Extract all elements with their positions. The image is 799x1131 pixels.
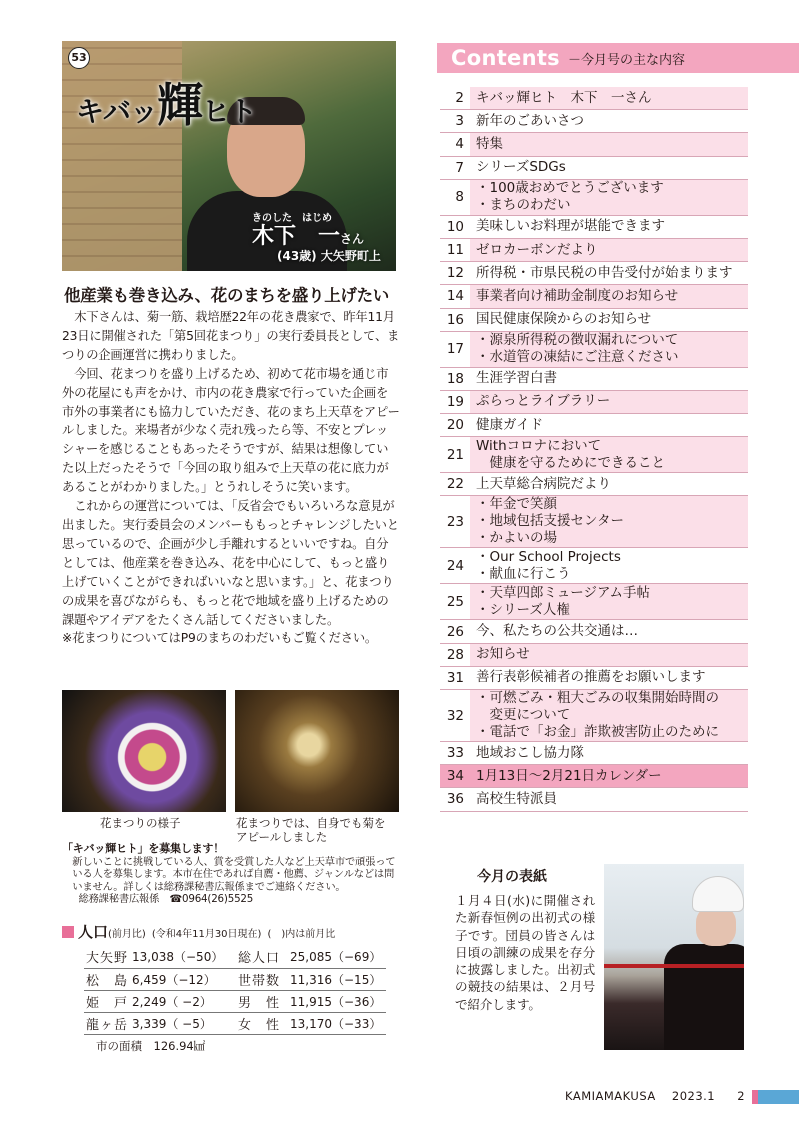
magazine-name: KAMIAMAKUSA [565, 1089, 656, 1103]
toc-item [440, 788, 748, 811]
toc-item [440, 584, 748, 620]
toc-page-number: 10 [446, 218, 464, 235]
festival-photo [62, 690, 226, 812]
toc-title-line: 地域おこし協力隊 [476, 744, 584, 761]
toc-item [440, 239, 748, 262]
toc-title-line: 健康ガイド [476, 416, 544, 433]
toc-item [440, 216, 748, 239]
profile-photo [62, 41, 396, 271]
article-paragraph: 木下さんは、菊一筋、栽培歴22年の花き農家で、昨年11月23日に開催された「第5回花まつり」の実行委員長として、まつりの企画運営に携わりました。 [62, 310, 400, 362]
toc-title [470, 157, 748, 179]
toc-page-number: 28 [446, 646, 464, 663]
toc-title-line: 健康を守るためにできること [476, 454, 665, 471]
toc-title-line: 変更について [476, 707, 571, 723]
toc-item [440, 644, 748, 667]
toc-page-number: 19 [446, 393, 464, 410]
toc-item [440, 667, 748, 690]
toc-title-line: お知らせ [476, 646, 530, 663]
toc-title [470, 667, 748, 689]
toc-title [470, 742, 748, 764]
toc-title [470, 239, 748, 261]
toc-item [440, 548, 748, 584]
population-table [84, 946, 386, 1035]
toc-page-number: 20 [446, 417, 464, 434]
person-name: 木下 一さん [252, 224, 365, 249]
table-row: 大矢野 13,038（−50） 総人口 25,085（−69） [84, 946, 386, 968]
toc-item [440, 765, 748, 788]
footer-bar [758, 1090, 799, 1104]
toc-item [440, 368, 748, 391]
cover-photo [604, 864, 744, 1050]
toc-title-line: 事業者向け補助金制度のお知らせ [476, 287, 679, 304]
toc-title [470, 765, 748, 787]
toc-item [440, 473, 748, 496]
toc-title [470, 309, 748, 331]
table-row: 龍ヶ岳 3,339（ −5） 女 性 13,170（−33） [84, 1012, 386, 1034]
recruit-title: 「キバッ輝ヒト」を募集します！ [62, 842, 224, 855]
toc-title-line: ぷらっとライブラリー [476, 393, 611, 410]
toc-title-line: ・まちのわだい [476, 197, 571, 214]
toc-title-line: ・献血に行こう [476, 565, 571, 582]
toc-title-line: ・水道管の凍結にご注意ください [476, 349, 679, 366]
toc-title-line: 今、私たちの公共交通は… [476, 623, 638, 640]
toc-page-number: 8 [455, 189, 464, 206]
toc-page-number: 36 [446, 791, 464, 808]
toc-page-number: 2 [455, 90, 464, 107]
toc-item [440, 157, 748, 180]
toc-title-line: ・地域包括支援センター [476, 513, 624, 530]
toc-title [470, 332, 748, 367]
toc-page-number: 34 [440, 765, 470, 787]
toc-item [440, 309, 748, 332]
toc-title [470, 285, 748, 307]
toc-page-number: 12 [446, 265, 464, 282]
article-headline: 他産業も巻き込み、花のまちを盛り上げたい [64, 286, 389, 305]
toc-item [440, 414, 748, 437]
toc-title [470, 584, 748, 619]
toc-page-number: 25 [446, 593, 464, 610]
toc-page-number: 18 [446, 370, 464, 387]
toc-item [440, 110, 748, 133]
population-box [62, 921, 402, 1035]
toc-title [470, 473, 748, 495]
contents-header [437, 43, 799, 73]
toc-title-line: ・かよいの場 [476, 530, 557, 547]
toc-item [440, 391, 748, 414]
toc-title [470, 644, 748, 666]
cover-description: １月４日(水)に開催された新春恒例の出初式の様子です。団員の皆さんは日頃の訓練の成果を存分に披露しました。出初式の競技の結果は、２月号で紹介します。 [455, 893, 595, 1012]
toc-page-number: 16 [446, 311, 464, 328]
article-body [62, 308, 400, 648]
toc-title-line: キバッ輝ヒト 木下 一さん [476, 89, 652, 106]
recruit-body: 新しいことに挑戦している人、賞を受賞した人など上天草市で頑張っている人を募集します。本市在住であれば自薦・他薦、ジャンルなどは問いません。詳しくは総務課秘書広報係までご連絡ください。 [72, 855, 396, 893]
toc-title-line: 美味しいお料理が堪能できます [476, 218, 665, 235]
toc-title [470, 548, 748, 583]
toc-item [440, 496, 748, 548]
toc-title-line: 高校生特派員 [476, 790, 557, 807]
toc-item [440, 285, 748, 308]
toc-title [470, 391, 748, 413]
square-icon [62, 926, 74, 938]
toc-title [470, 437, 748, 472]
toc-title-line: 国民健康保険からのお知らせ [476, 311, 652, 328]
toc-title [470, 620, 748, 642]
cover-title: 今月の表紙 [477, 869, 547, 885]
person-caption: (43歳) 大矢野町上 [277, 249, 381, 263]
name-ruby: きのした はじめ [252, 213, 332, 224]
toc-title [470, 180, 748, 215]
toc-item [440, 437, 748, 473]
toc-title-line: Withコロナにおいて [476, 437, 602, 454]
toc-title-line: ・可燃ごみ・粗大ごみの収集開始時間の [476, 690, 719, 706]
page-footer [565, 1088, 745, 1104]
toc-item [440, 690, 748, 742]
toc-title-line: ・シリーズ人権 [476, 601, 570, 618]
toc-page-number: 11 [446, 242, 464, 259]
toc-title-line: 上天草総合病院だより [476, 475, 611, 492]
toc-title [470, 690, 748, 741]
toc-title-line: ・源泉所得税の徴収漏れについて [476, 332, 679, 349]
toc-title [470, 496, 748, 547]
toc-title-line: ゼロカーボンだより [476, 241, 598, 258]
page-number: 2 [737, 1089, 746, 1103]
helmet-icon [692, 876, 744, 912]
toc-item [440, 133, 748, 156]
toc-title-line: ・天草四郎ミュージアム手帖 [476, 584, 651, 601]
toc-item [440, 87, 748, 110]
toc-page-number: 33 [446, 745, 464, 762]
toc-page-number: 31 [446, 669, 464, 686]
toc-title [470, 262, 748, 284]
toc-item [440, 742, 748, 765]
toc-title [470, 216, 748, 238]
series-title: キバッ輝ヒト [76, 78, 257, 132]
article-paragraph: これからの運営については、「反省会でもいろいろな意見が出ました。実行委員会のメンバーももっとチャレンジしたいと思っているので、企画が少し手離れするといいですね。自分としては、他産業を巻き込み、花を中心にして、もっと盛り上げていくことができればいいなと思います。」と、花まつりの成果を喜びながらも、もっと花で地域を盛り上げるための課題やアイデアをたくさん話してくださいました。 [62, 499, 399, 627]
table-row: 姫 戸 2,249（ −2） 男 性 11,915（−36） [84, 990, 386, 1012]
toc-title [470, 87, 748, 109]
toc-page-number: 21 [446, 446, 464, 463]
toc-title-line: ・年金で笑顔 [476, 496, 557, 513]
toc-page-number: 32 [446, 707, 464, 724]
toc-item [440, 180, 748, 216]
toc-title-line: ・100歳おめでとうございます [476, 180, 664, 197]
toc-title-line: 生涯学習白書 [476, 370, 557, 387]
toc-title-line: 新年のごあいさつ [476, 112, 584, 129]
recruit-notice [62, 843, 402, 906]
table-row: 松 島 6,459（−12） 世帯数 11,316（−15） [84, 968, 386, 990]
toc-title-line: 1月13日～2月21日カレンダー [476, 767, 662, 784]
toc-page-number: 4 [455, 136, 464, 153]
toc-title-line: 善行表彰候補者の推薦をお願いします [476, 669, 706, 686]
toc-page-number: 17 [446, 341, 464, 358]
series-number: 53 [68, 47, 90, 69]
toc-title-line: 特集 [476, 135, 503, 152]
toc-title [470, 788, 748, 810]
toc-page-number: 14 [446, 288, 464, 305]
population-header: 人口(前月比) (令和4年11月30日現在) ( )内は前月比 [62, 921, 402, 942]
toc-page-number: 23 [446, 513, 464, 530]
table-of-contents [440, 87, 748, 812]
toc-page-number: 7 [455, 159, 464, 176]
toc-title-line: ・電話で「お金」詐欺被害防止のために [476, 724, 719, 740]
toc-title [470, 133, 748, 155]
toc-page-number: 3 [455, 113, 464, 130]
chrysanthemum-photo [235, 690, 399, 812]
toc-page-number: 24 [446, 557, 464, 574]
contents-subtitle: －今月号の主な内容 [567, 52, 685, 68]
toc-title [470, 414, 748, 436]
toc-page-number: 22 [446, 476, 464, 493]
toc-title-line: シリーズSDGs [476, 159, 566, 176]
photo-caption-2: 花まつりでは、自身でも菊を アピールしました [236, 816, 386, 844]
toc-title [470, 368, 748, 390]
toc-title [470, 110, 748, 132]
toc-item [440, 620, 748, 643]
contents-title: Contents [451, 46, 560, 70]
article-paragraph: 今回、花まつりを盛り上げるため、初めて花市場を通じ市外の花屋にも声をかけ、市内の花き農家で行っていた企画を市外の事業者にも協力していただき、花のまち上天草をアピールしました。来場者が少なく売れ残ったら等、不安とプレッシャーを感じることもあったそうですが、結果は想像していた以上だったそうで「今回の取り組みで上天草の花に底力があることがわかりました。」とうれしそうに笑います。 [62, 366, 400, 495]
toc-item [440, 332, 748, 368]
toc-title-line: ・Our School Projects [476, 548, 621, 565]
photo-caption-1: 花まつりの様子 [100, 816, 181, 830]
toc-page-number: 26 [446, 623, 464, 640]
recruit-contact: 総務課秘書広報係 ☎0964(26)5525 [78, 893, 254, 906]
toc-title-line: 所得税・市県民税の申告受付が始まります [476, 264, 733, 281]
toc-item [440, 262, 748, 285]
article-note: ※花まつりについてはP9のまちのわだいもご覧ください。 [62, 631, 378, 646]
issue-date: 2023.1 [671, 1089, 716, 1103]
city-area: 市の面積 126.94㎢ [96, 1039, 206, 1053]
